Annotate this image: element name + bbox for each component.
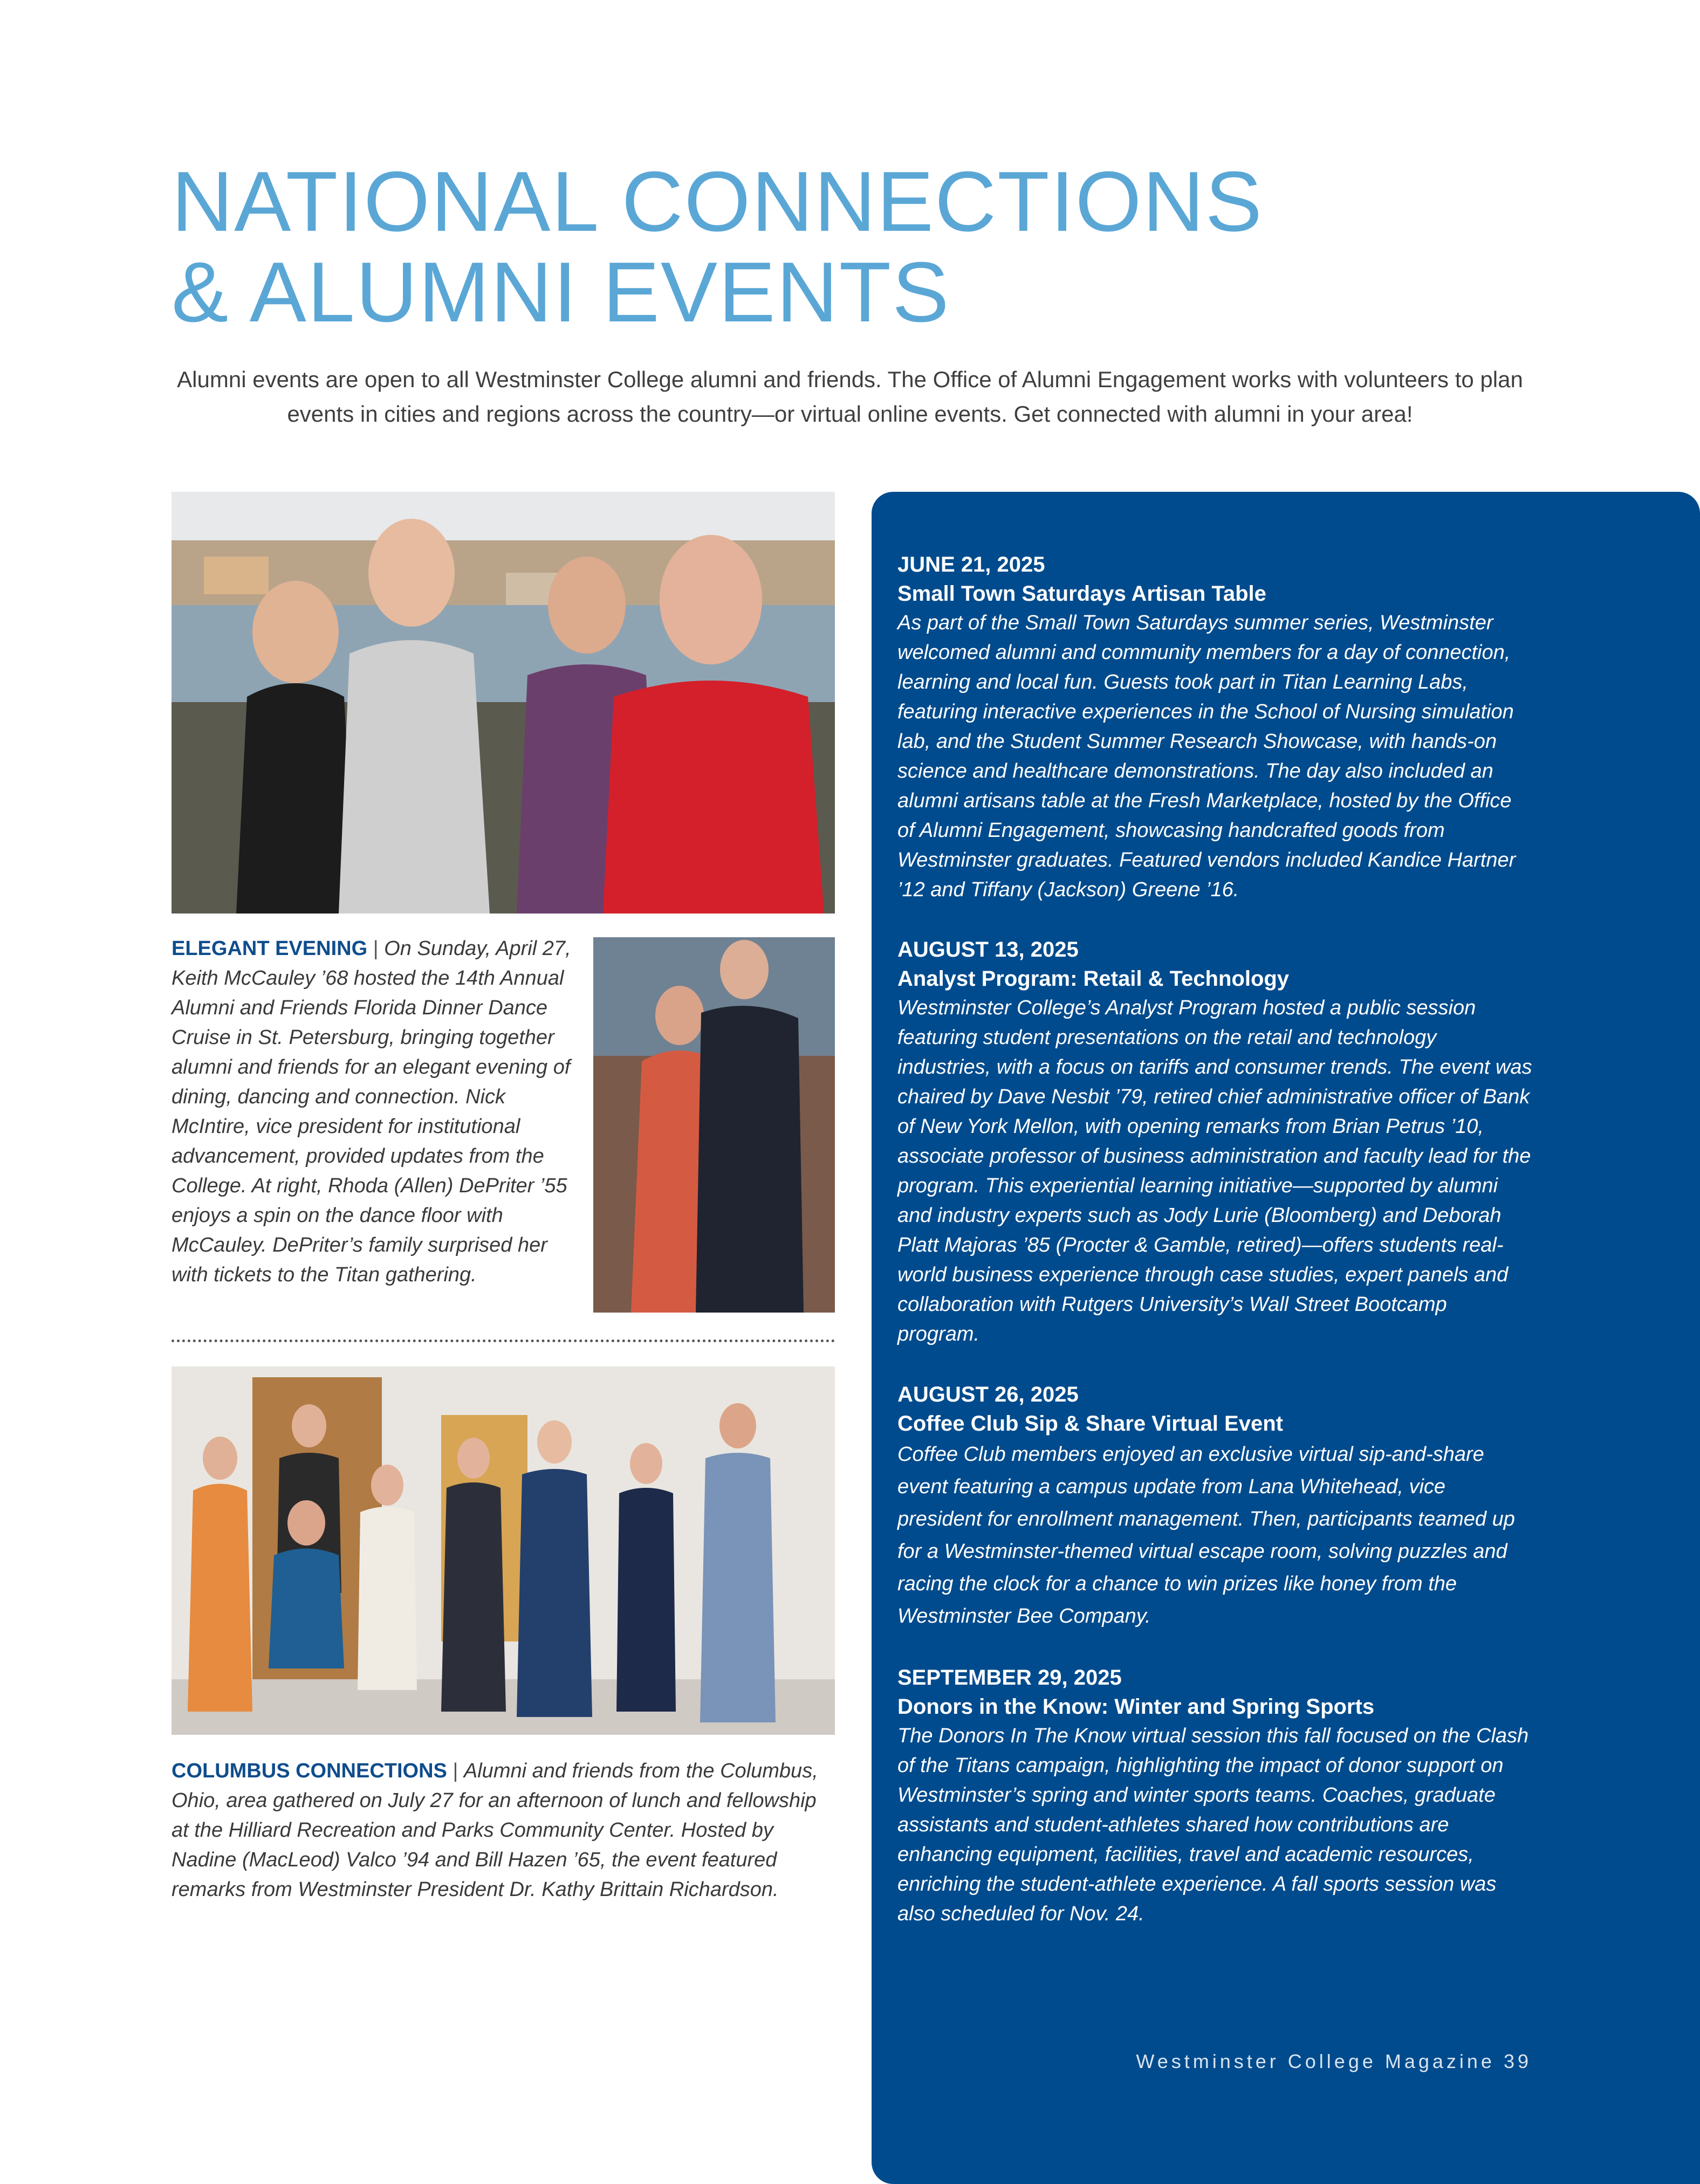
event-item	[897, 1380, 1534, 1632]
event-date: JUNE 21, 2025	[897, 553, 1045, 576]
page-title-line-2: & ALUMNI EVENTS	[172, 245, 950, 340]
columbus-connections-caption	[172, 1756, 835, 1905]
event-description: The Donors In The Know virtual session this fall focused on the Clash of the Titans campaign, highlighting the impact of donor support on Westminster’s spring and winter sports teams. Coaches, graduate assistants and student-athletes shared how contributions are enhancing equipment, facilities, travel and academic resources, enriching the student-athlete experience. A fall sports session was also scheduled for Nov. 24.	[897, 1725, 1529, 1925]
elegant-evening-lead: ELEGANT EVENING	[172, 937, 368, 960]
section-divider	[172, 1340, 835, 1342]
event-name: Small Town Saturdays Artisan Table	[897, 582, 1266, 606]
event-description: Coffee Club members enjoyed an exclusive virtual sip-and-share event featuring a campus update from Lana Whitehead, vice president for enrollment management. Then, participants teamed up for a Westminster-themed virtual escape room, solving puzzles and racing the clock for a chance to win prizes like honey from the Westminster Bee Company.	[897, 1443, 1515, 1627]
intro-paragraph: Alumni events are open to all Westminster College alumni and friends. The Office of Alumni Engagement works with volunteers to plan events in cities and regions across the country—or virtual online events. Get connected with alumni in your area!	[177, 367, 1523, 427]
event-item	[897, 935, 1534, 1349]
photo-dinner-cruise-group	[172, 492, 835, 914]
page-footer: Westminster College Magazine 39	[1136, 2050, 1532, 2072]
events-panel	[872, 492, 1700, 2184]
event-date: AUGUST 26, 2025	[897, 1383, 1079, 1406]
event-item	[897, 1663, 1534, 1929]
event-date: AUGUST 13, 2025	[897, 938, 1079, 961]
photo-dance-floor-image	[593, 937, 835, 1313]
columbus-connections-text: Alumni and friends from the Columbus, Ohio, area gathered on July 27 for an afternoon of lunch and fellowship at the Hilliard Recreation and Parks Community Center. Hosted by Nadine (MacLeod) Valco ’94 and Bill Hazen ’65, the event featured remarks from Westminster President Dr. Kathy Brittain Richardson.	[172, 1760, 818, 1901]
columbus-connections-lead: COLUMBUS CONNECTIONS	[172, 1760, 447, 1782]
page-title	[172, 156, 1520, 338]
elegant-evening-caption	[172, 934, 581, 1290]
photo-columbus-group	[172, 1366, 835, 1735]
event-date: SEPTEMBER 29, 2025	[897, 1666, 1122, 1689]
event-item	[897, 550, 1534, 905]
event-name: Coffee Club Sip & Share Virtual Event	[897, 1412, 1283, 1436]
photo-columbus-group-image	[172, 1366, 835, 1735]
caption-separator: |	[367, 937, 385, 960]
photo-dance-floor	[593, 937, 835, 1313]
caption-separator: |	[447, 1760, 464, 1782]
event-description: Westminster College’s Analyst Program hosted a public session featuring student presentations on the retail and technology industries, with a focus on tariffs and consumer trends. The event was chaired by Dave Nesbit ’79, retired chief administrative officer of Bank of New York Mellon, with opening remarks from Brian Petrus ’10, associate professor of business administration and faculty lead for the program. This experiential learning initiative—supported by alumni and industry experts such as Jody Lurie (Bloomberg) and Deborah Platt Majoras ’85 (Procter & Gamble, retired)—offers students real-world business experience through case studies, expert panels and collaboration with Rutgers University’s Wall Street Bootcamp program.	[897, 997, 1532, 1345]
event-description: As part of the Small Town Saturdays summer series, Westminster welcomed alumni and community members for a day of connection, learning and local fun. Guests took part in Titan Learning Labs, featuring interactive experiences in the School of Nursing simulation lab, and the Student Summer Research Showcase, with hands-on science and healthcare demonstrations. The day also included an alumni artisans table at the Fresh Marketplace, hosted by the Office of Alumni Engagement, showcasing handcrafted goods from Westminster graduates. Featured vendors included Kandice Hartner ’12 and Tiffany (Jackson) Greene ’16.	[897, 612, 1516, 901]
page-title-line-1: NATIONAL CONNECTIONS	[172, 154, 1263, 249]
photo-dinner-cruise-group-image	[172, 492, 835, 914]
event-name: Analyst Program: Retail & Technology	[897, 967, 1290, 991]
event-name: Donors in the Know: Winter and Spring Sports	[897, 1695, 1375, 1719]
elegant-evening-text: On Sunday, April 27, Keith McCauley ’68 hosted the 14th Annual Alumni and Friends Florida Dinner Dance Cruise in St. Petersburg, bringing together alumni and friends for an elegant evening of dining, dancing and connection. Nick McIntire, vice president for institutional advancement, provided updates from the College. At right, Rhoda (Allen) DePriter ’55 enjoys a spin on the dance floor with McCauley. DePriter’s family surprised her with tickets to the Titan gathering.	[172, 937, 571, 1286]
